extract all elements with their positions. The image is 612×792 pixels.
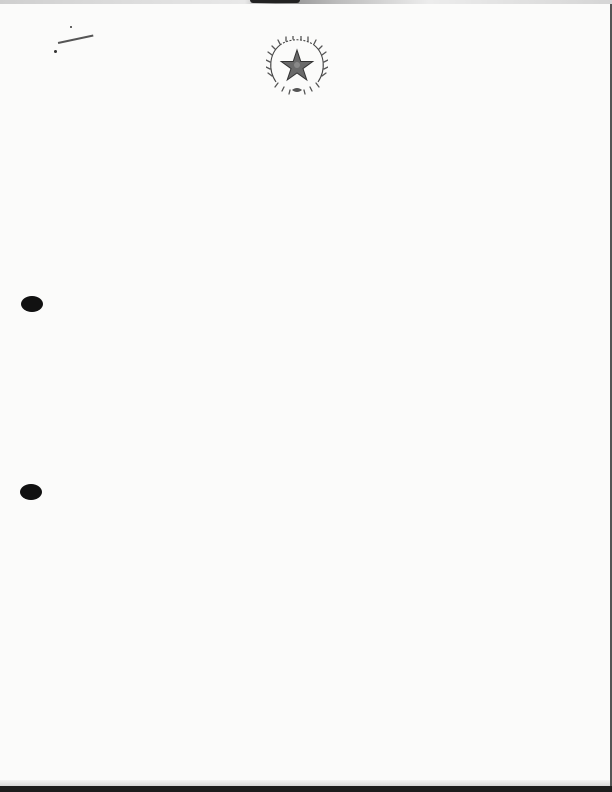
punch-hole-bottom	[20, 484, 42, 500]
punch-hole-top	[21, 296, 43, 312]
pen-dot	[70, 26, 72, 28]
pen-mark	[58, 35, 94, 44]
scan-bottom-edge	[0, 780, 610, 786]
pen-dot	[54, 50, 57, 53]
scan-top-edge	[0, 0, 612, 4]
scan-blot	[250, 0, 300, 3]
presidential-seal-icon	[266, 36, 328, 98]
